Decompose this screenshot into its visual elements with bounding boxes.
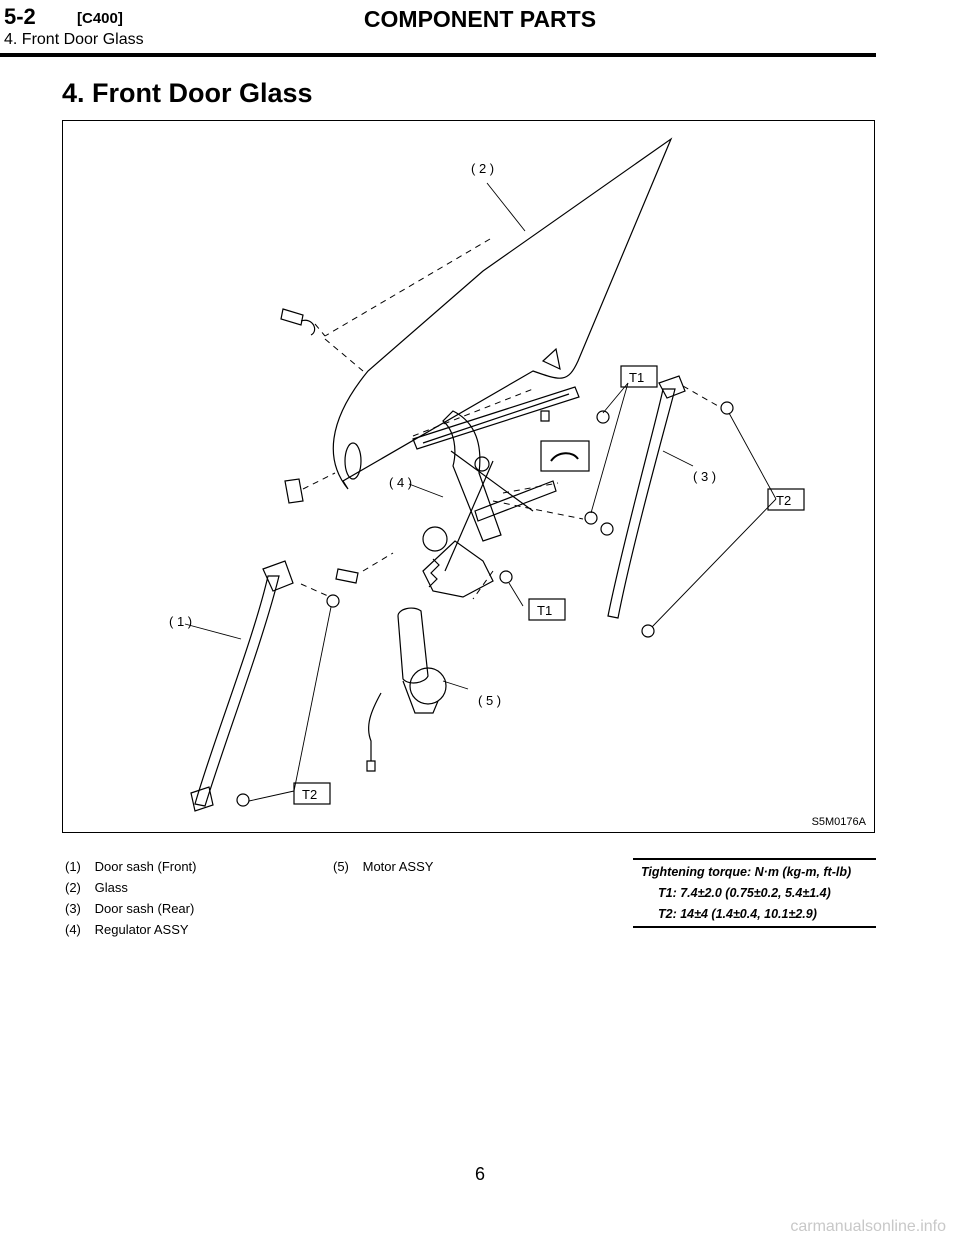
torque-tag-t2-right xyxy=(768,489,804,510)
header-rule xyxy=(0,53,876,57)
rear-sash-part xyxy=(601,376,733,637)
page-title: 4. Front Door Glass xyxy=(62,78,313,108)
legend-item: (1) Door sash (Front) xyxy=(65,859,197,874)
callout-2: ( 2 ) xyxy=(471,161,495,176)
legend-column-1 xyxy=(65,856,197,940)
legend-column-2 xyxy=(333,856,433,877)
section-subcode: [C400] xyxy=(77,10,123,27)
figure-code: S5M0176A xyxy=(811,816,866,828)
torque-tag-t2-bottom xyxy=(294,783,330,804)
page-number: 6 xyxy=(474,1164,485,1184)
legend-item: (3) Door sash (Rear) xyxy=(65,901,195,916)
svg-text:T2: T2 xyxy=(302,787,318,802)
special-tool-icon xyxy=(541,441,589,471)
torque-tag-t1-top xyxy=(621,366,657,387)
svg-text:T1: T1 xyxy=(537,603,553,618)
torque-t2: T2: 14±4 (1.4±0.4, 10.1±2.9) xyxy=(658,907,817,921)
svg-text:T1: T1 xyxy=(629,370,645,385)
torque-heading: Tightening torque: N·m (kg-m, ft-lb) xyxy=(641,865,852,879)
legend-item: (4) Regulator ASSY xyxy=(65,922,189,937)
callout-3: ( 3 ) xyxy=(693,469,717,484)
torque-spec-box xyxy=(633,858,876,928)
header-title: COMPONENT PARTS xyxy=(363,6,597,32)
torque-tag-t1-mid xyxy=(529,599,565,620)
legend-item: (5) Motor ASSY xyxy=(333,859,434,874)
watermark: carmanualsonline.info xyxy=(790,1218,946,1235)
diagram-drawing xyxy=(63,121,874,832)
legend-item: (2) Glass xyxy=(65,880,128,895)
callout-5: ( 5 ) xyxy=(478,693,502,708)
svg-text:T2: T2 xyxy=(776,493,792,508)
torque-t1: T1: 7.4±2.0 (0.75±0.2, 5.4±1.4) xyxy=(658,886,831,900)
exploded-diagram xyxy=(62,120,875,833)
glass-part xyxy=(333,139,671,489)
callout-4: ( 4 ) xyxy=(389,475,413,490)
section-code: 5-2 xyxy=(4,4,36,29)
breadcrumb: 4. Front Door Glass xyxy=(4,31,144,48)
front-sash-part xyxy=(191,561,339,811)
regulator-part xyxy=(413,387,579,597)
callout-1: ( 1 ) xyxy=(169,614,193,629)
motor-part xyxy=(367,608,446,771)
